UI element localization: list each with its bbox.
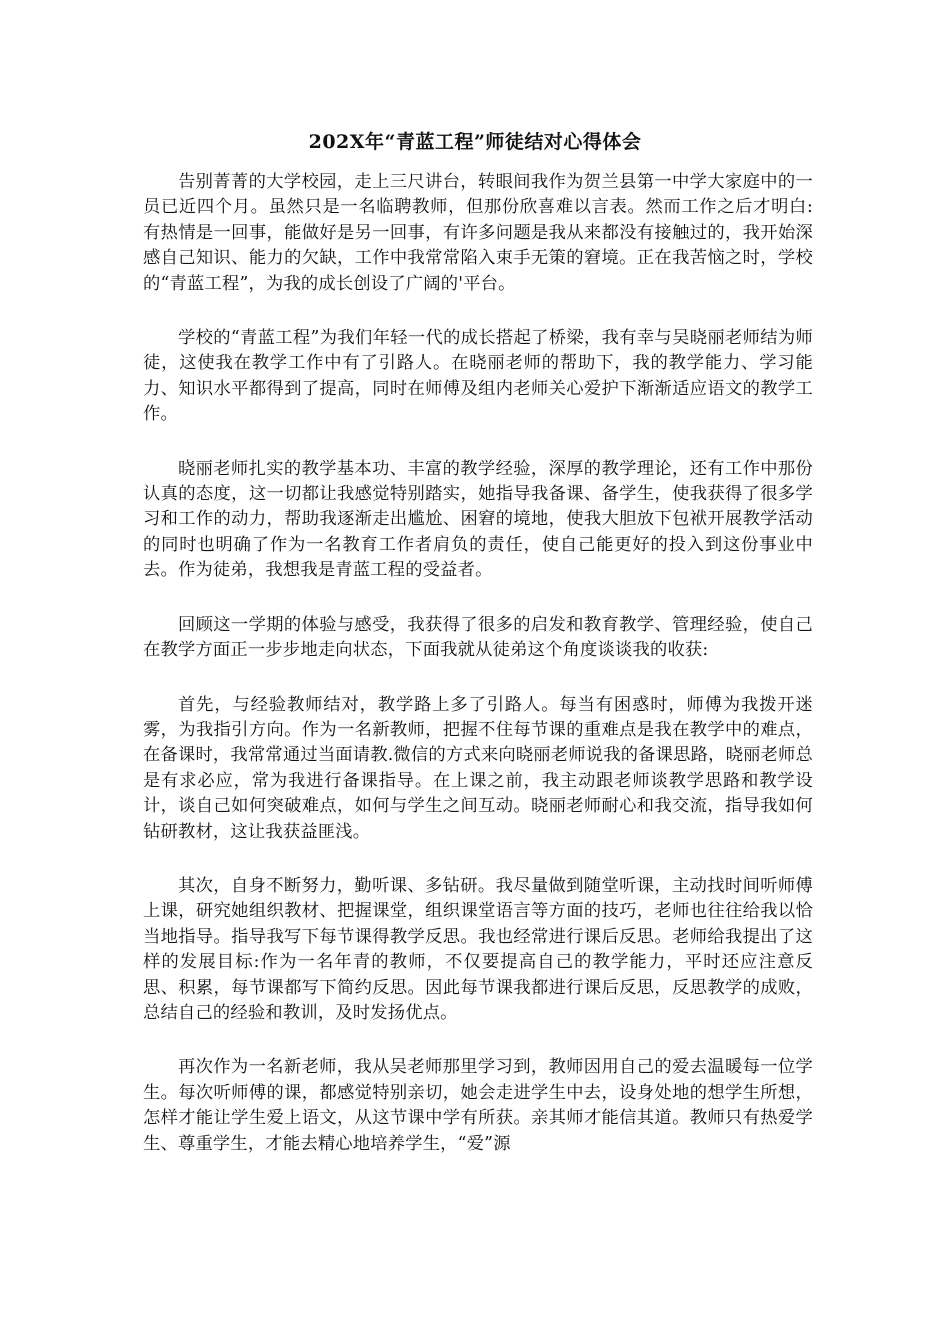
document-body bbox=[143, 170, 813, 1186]
paragraph-4: 回顾这一学期的体验与感受，我获得了很多的启发和教育教学、管理经验，使自己在教学方面正一步步地走向状态，下面我就从徒弟这个角度谈谈我的收获: bbox=[143, 614, 813, 661]
paragraph-5: 首先，与经验教师结对，教学路上多了引路人。每当有困惑时，师傅为我拨开迷雾，为我指引方向。作为一名新教师，把握不住每节课的重难点是我在教学中的难点，在备课时，我常常通过当面请教.微信的方式来向晓丽老师说我的备课思路，晓丽老师总是有求必应，常为我进行备课指导。在上课之前，我主动跟老师谈教学思路和教学设计，谈自己如何突破难点，如何与学生之间互动。晓丽老师耐心和我交流，指导我如何钻研教材，这让我获益匪浅。 bbox=[143, 694, 813, 842]
document-title: 202X年“青蓝工程”师徒结对心得体会 bbox=[308, 131, 642, 153]
paragraph-3: 晓丽老师扎实的教学基本功、丰富的教学经验，深厚的教学理论，还有工作中那份认真的态度，这一切都让我感觉特别踏实，她指导我备课、备学生，使我获得了很多学习和工作的动力，帮助我逐渐走出尴尬、困窘的境地，使我大胆放下包袱开展教学活动的同时也明确了作为一名教育工作者肩负的责任，使自己能更好的投入到这份事业中去。作为徒弟，我想我是青蓝工程的受益者。 bbox=[143, 458, 813, 581]
paragraph-2: 学校的“青蓝工程”为我们年轻一代的成长搭起了桥梁，我有幸与吴晓丽老师结为师徒，这使我在教学工作中有了引路人。在晓丽老师的帮助下，我的教学能力、学习能力、知识水平都得到了提高，同时在师傅及组内老师关心爱护下渐渐适应语文的教学工作。 bbox=[143, 328, 813, 425]
paragraph-6: 其次，自身不断努力，勤听课、多钻研。我尽量做到随堂听课，主动找时间听师傅上课，研究她组织教材、把握课堂，组织课堂语言等方面的技巧，老师也往往给我以恰当地指导。指导我写下每节课得教学反思。我也经常进行课后反思。老师给我提出了这样的发展目标:作为一名年青的教师，不仅要提高自己的教学能力，平时还应注意反思、积累，每节课都写下简约反思。因此每节课我都进行课后反思，反思教学的成败，总结自己的经验和教训，及时发扬优点。 bbox=[143, 875, 813, 1023]
paragraph-1: 告别菁菁的大学校园，走上三尺讲台，转眼间我作为贺兰县第一中学大家庭中的一员已近四个月。虽然只是一名临聘教师，但那份欣喜难以言表。然而工作之后才明白:有热情是一回事，能做好是另一回事，有许多问题是我从来都没有接触过的，我开始深感自己知识、能力的欠缺，工作中我常常陷入束手无策的窘境。正在我苦恼之时，学校的“青蓝工程”，为我的成长创设了广阔的'平台。 bbox=[143, 172, 813, 294]
paragraph-7: 再次作为一名新老师，我从吴老师那里学习到，教师因用自己的爱去温暖每一位学生。每次听师傅的课，都感觉特别亲切，她会走进学生中去，设身处地的想学生所想，怎样才能让学生爱上语文，从这节课中学有所获。亲其师才能信其道。教师只有热爱学生、尊重学生，才能去精心地培养学生，“爱”源 bbox=[143, 1057, 813, 1154]
